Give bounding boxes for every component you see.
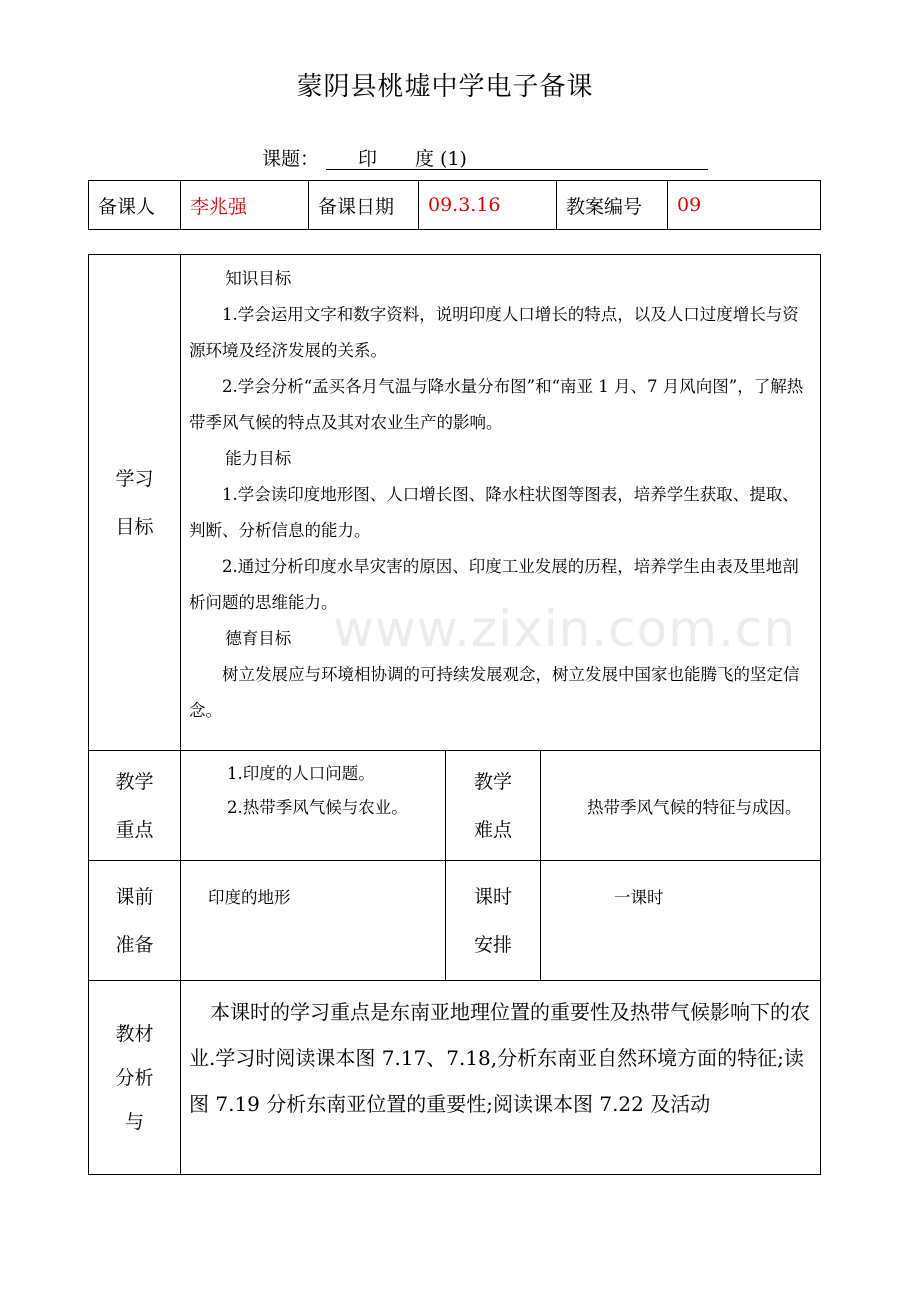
moral-head: 德育目标: [225, 629, 292, 648]
difficulty-value: 热带季风气候的特征与成因。: [541, 751, 821, 861]
goals-label: [89, 255, 181, 751]
goals-label-1: 学习: [115, 467, 154, 490]
date-value: 09.3.16: [419, 181, 557, 230]
key-point-1: 1.印度的人口问题。: [227, 764, 375, 783]
topic-row: [262, 144, 467, 171]
key-points-label-2: 重点: [115, 818, 154, 841]
plan-no-value: 09: [668, 181, 821, 230]
prep-label-2: 准备: [115, 933, 154, 956]
moral-item-1: 树立发展应与环境相协调的可持续发展观念，树立发展中国家也能腾飞的坚定信念。: [189, 665, 800, 720]
ability-head: 能力目标: [225, 449, 292, 468]
prep-label-1: 课前: [115, 885, 154, 908]
key-points-label: [89, 751, 181, 861]
ability-item-2: 2.通过分析印度水旱灾害的原因、印度工业发展的历程，培养学生由表及里地剖析问题的思维能力。: [189, 557, 799, 612]
analysis-label-3: 与: [124, 1110, 144, 1133]
key-point-2: 2.热带季风气候与农业。: [227, 798, 408, 817]
difficulty-label-2: 难点: [473, 818, 512, 841]
knowledge-head: 知识目标: [225, 269, 292, 288]
prep-value: 印度的地形: [181, 861, 446, 981]
lesson-table: [88, 254, 821, 1175]
analysis-label: [89, 981, 181, 1175]
preparer-label: 备课人: [89, 181, 181, 230]
goals-content: [181, 255, 821, 751]
analysis-text: 本课时的学习重点是东南亚地理位置的重要性及热带气候影响下的农业.学习时阅读课本图 7.17、7.18,分析东南亚自然环境方面的特征;读图 7.19 分析东南亚位置的重要性;阅读课本图 7.22 及活动: [189, 1000, 810, 1116]
key-points-content: [181, 751, 446, 861]
watermark: www.zixin.com.cn: [333, 600, 797, 658]
topic-value: 印 度 (1): [326, 144, 708, 170]
analysis-content: [181, 981, 821, 1175]
difficulty-label: [446, 751, 541, 861]
schedule-value: 一课时: [541, 861, 821, 981]
schedule-label-1: 课时: [473, 885, 512, 908]
knowledge-item-1: 1.学会运用文字和数字资料，说明印度人口增长的特点，以及人口过度增长与资源环境及经济发展的关系。: [189, 305, 799, 360]
ability-item-1: 1.学会读印度地形图、人口增长图、降水柱状图等图表，培养学生获取、提取、判断、分析信息的能力。: [189, 485, 799, 540]
date-label: 备课日期: [309, 181, 419, 230]
page-title: 蒙阴县桃墟中学电子备课: [296, 72, 594, 102]
info-table: [88, 180, 821, 230]
analysis-label-1: 教材: [115, 1022, 154, 1045]
schedule-label-2: 安排: [473, 933, 512, 956]
plan-no-label: 教案编号: [557, 181, 668, 230]
analysis-label-2: 分析: [115, 1066, 154, 1089]
difficulty-label-1: 教学: [473, 770, 512, 793]
prep-label: [89, 861, 181, 981]
goals-label-2: 目标: [115, 515, 154, 538]
key-points-label-1: 教学: [115, 770, 154, 793]
schedule-label: [446, 861, 541, 981]
knowledge-item-2: 2.学会分析“孟买各月气温与降水量分布图”和“南亚 1 月、7 月风向图”，了解热带季风气候的特点及其对农业生产的影响。: [189, 377, 804, 432]
topic-label: 课题：: [262, 148, 320, 170]
preparer-value: 李兆强: [181, 181, 309, 230]
